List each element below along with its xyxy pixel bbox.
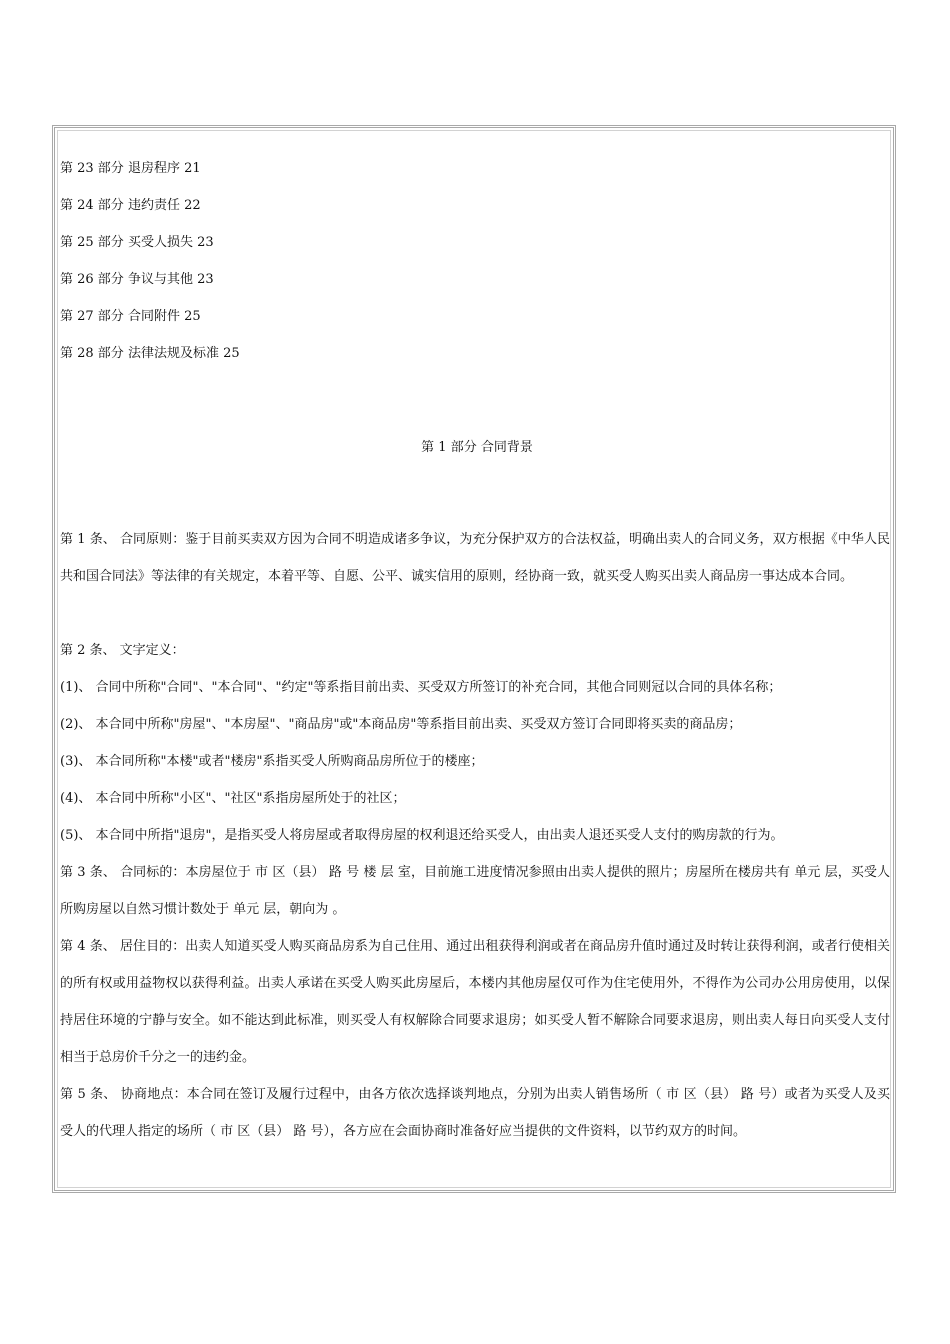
definition-2: (2)、 本合同中所称"房屋"、"本房屋"、"商品房"或"本商品房"等系指目前出卖、买受双方签订合同即将买卖的商品房；: [60, 717, 742, 732]
article-2: 第 2 条、 文字定义：: [60, 643, 185, 658]
article-4: 第 4 条、 居住目的：出卖人知道买受人购买商品房系为自己住用、通过出租获得利润或者在商品房升值时通过及时转让获得利润，或者行使相关的所有权或用益物权以获得利益。出卖人承诺在买受人购买此房屋后，本楼内其他房屋仅可作为住宅使用外，不得作为公司办公用房使用，以保持居住环境的宁静与安全。如不能达到此标准，则买受人有权解除合同要求退房；如买受人暂不解除合同要求退房，则出卖人每日向买受人支付相当于总房价千分之一的违约金。: [60, 939, 890, 1065]
toc-entry: 第 23 部分 退房程序 21: [60, 161, 201, 176]
definition-3: (3)、 本合同所称"本楼"或者"楼房"系指买受人所购商品房所位于的楼座；: [60, 754, 484, 769]
article-3: 第 3 条、 合同标的：本房屋位于 市 区（县） 路 号 楼 层 室，目前施工进度情况参照由出卖人提供的照片；房屋所在楼房共有 单元 层，买受人所购房屋以自然习惯计数处于 单元 层，朝向为 。: [60, 865, 890, 917]
definition-5: (5)、 本合同中所指"退房"，是指买受人将房屋或者取得房屋的权利退还给买受人，由出卖人退还买受人支付的购房款的行为。: [60, 828, 784, 843]
section-title: 第 1 部分 合同背景: [421, 440, 533, 455]
document-frame: [52, 125, 896, 1193]
toc-entry: 第 26 部分 争议与其他 23: [60, 272, 214, 287]
definition-4: (4)、 本合同中所称"小区"、"社区"系指房屋所处于的社区；: [60, 791, 406, 806]
definition-1: (1)、 合同中所称"合同"、"本合同"、"约定"等系指目前出卖、买受双方所签订的补充合同，其他合同则冠以合同的具体名称；: [60, 680, 782, 695]
toc-entry: 第 25 部分 买受人损失 23: [60, 235, 214, 250]
article-1: 第 1 条、 合同原则：鉴于目前买卖双方因为合同不明造成诸多争议，为充分保护双方的合法权益，明确出卖人的合同义务，双方根据《中华人民共和国合同法》等法律的有关规定，本着平等、自愿、公平、诚实信用的原则，经协商一致，就买受人购买出卖人商品房一事达成本合同。: [60, 532, 890, 584]
toc-entry: 第 24 部分 违约责任 22: [60, 198, 201, 213]
article-5: 第 5 条、 协商地点：本合同在签订及履行过程中，由各方依次选择谈判地点，分别为出卖人销售场所（ 市 区（县） 路 号）或者为买受人及买受人的代理人指定的场所（ 市 区（县） 路 号），各方应在会面协商时准备好应当提供的文件资料，以节约双方的时间。: [60, 1087, 890, 1139]
toc-entry: 第 28 部分 法律法规及标准 25: [60, 346, 240, 361]
toc-entry: 第 27 部分 合同附件 25: [60, 309, 201, 324]
